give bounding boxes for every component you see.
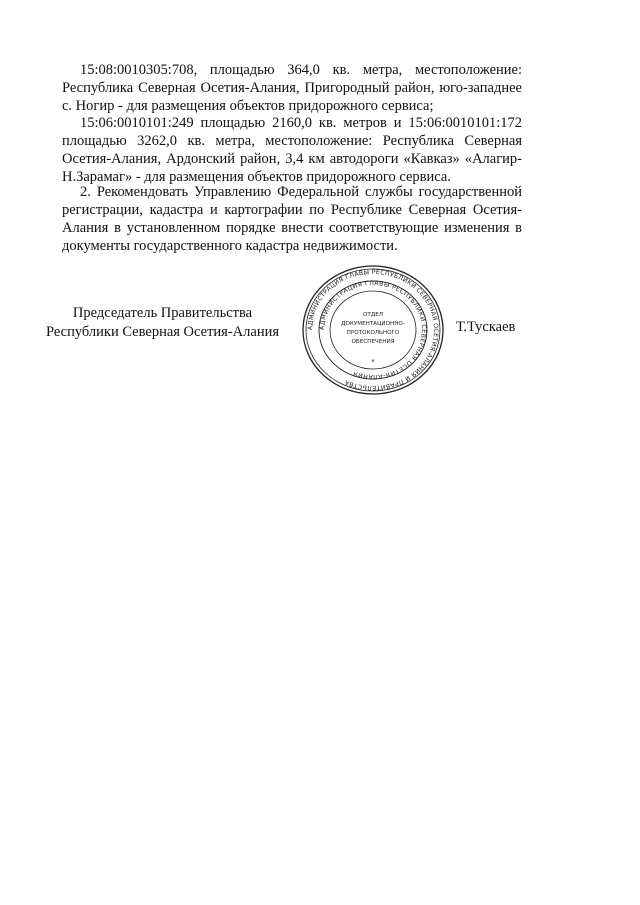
- signatory-name: Т.Тускаев: [456, 319, 516, 335]
- seal-star-icon: *: [371, 358, 375, 366]
- seal-center-line3: ПРОТОКОЛЬНОГО: [346, 330, 400, 336]
- paragraph-land-plots-249-172: 15:06:0010101:249 площадью 2160,0 кв. метров и 15:06:0010101:172 площадью 3262,0 кв. метра, местоположение: Республика Северная Осетия-Алания, Ардонский район, 3,4 км автодороги «Кавказ» «Алагир-Н.Зарамаг» - для размещения объектов придорожного сервиса.: [62, 115, 522, 185]
- seal-center-line1: ОТДЕЛ: [363, 312, 383, 318]
- official-seal: [300, 264, 446, 396]
- signatory-title-line1: Председатель Правительства: [72, 305, 253, 321]
- seal-center-line4: ОБЕСПЕЧЕНИЯ: [351, 339, 395, 345]
- paragraph-recommendation: 2. Рекомендовать Управлению Федеральной службы государственной регистрации, кадастра и картографии по Республике Северная Осетия-Алания в установленном порядке внести соответствующие изменения в документы государственного кадастра недвижимости.: [62, 184, 522, 254]
- signatory-title: [40, 304, 285, 342]
- seal-inner-text: АДМИНИСТРАЦИЯ ГЛАВЫ РЕСПУБЛИКИ СЕВЕРНАЯ ОСЕТИЯ-АЛАНИЯ: [318, 279, 428, 381]
- signatory-title-line2: Республики Северная Осетия-Алания: [45, 324, 280, 340]
- seal-graphic: [300, 264, 446, 396]
- seal-outer-text: АДМИНИСТРАЦИЯ ГЛАВЫ РЕСПУБЛИКИ СЕВЕРНАЯ ОСЕТИЯ-АЛАНИЯ И ПРАВИТЕЛЬСТВА: [306, 268, 440, 392]
- paragraph-land-plot-708: 15:08:0010305:708, площадью 364,0 кв. метра, местоположение: Республика Северная Осетия-Алания, Пригородный район, юго-западнее с. Ногир - для размещения объектов придорожного сервиса;: [62, 62, 522, 114]
- seal-center-line2: ДОКУМЕНТАЦИОННО-: [341, 321, 405, 327]
